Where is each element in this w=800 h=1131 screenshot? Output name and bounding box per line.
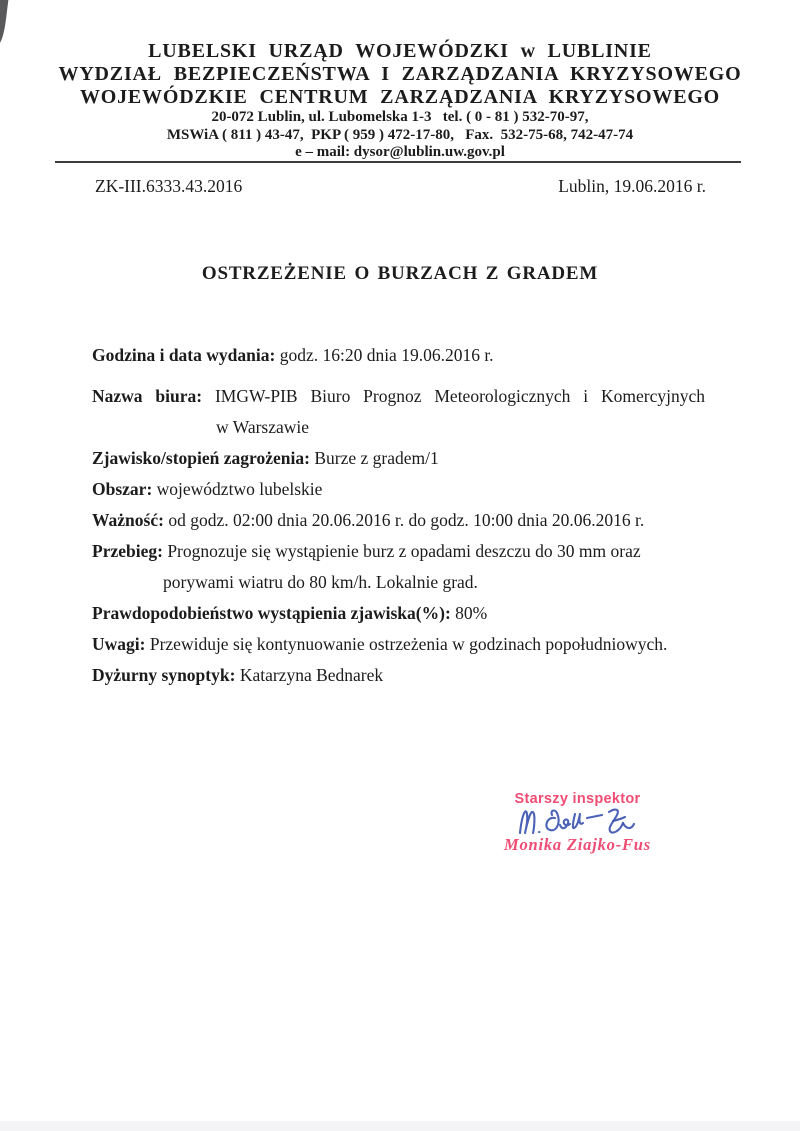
field-phenomenon <box>92 443 705 474</box>
field-phenomenon-value: Burze z gradem/1 <box>314 448 439 468</box>
letterhead <box>0 40 800 162</box>
field-issue-datetime-label: Godzina i data wydania: <box>92 345 276 365</box>
field-validity-label: Ważność: <box>92 510 164 530</box>
phone-fax-line: MSWiA ( 811 ) 43-47, PKP ( 959 ) 472-17-80, Fax. 532-75-68, 742-47-74 <box>166 126 634 143</box>
org-name-line: LUBELSKI URZĄD WOJEWÓDZKI w LUBLINIE <box>148 40 652 62</box>
org-center-line: WOJEWÓDZKIE CENTRUM ZARZĄDZANIA KRYZYSOWEGO <box>79 86 721 108</box>
field-validity <box>92 505 705 536</box>
field-issue-datetime-value: godz. 16:20 dnia 19.06.2016 r. <box>279 345 494 365</box>
field-area-value: województwo lubelskie <box>156 479 323 499</box>
stamp-person-name: Monika Ziajko-Fus <box>503 835 651 854</box>
field-probability-value: 80% <box>455 603 488 623</box>
address-phone-line: 20-072 Lublin, ul. Lubomelska 1-3 tel. ( 0 - 81 ) 532-70-97, <box>211 109 589 125</box>
document-title: OSTRZEŻENIE O BURZACH Z GRADEM <box>201 263 599 284</box>
signature-block <box>500 791 655 855</box>
field-office-name <box>92 381 705 412</box>
document-body <box>92 340 705 691</box>
field-area-label: Obszar: <box>92 479 153 499</box>
field-office-name-value-line2: w Warszawie <box>216 417 310 437</box>
field-course <box>92 536 705 567</box>
field-course-value: Prognozuje się wystąpienie burz z opadami deszczu do 30 mm oraz <box>167 541 641 561</box>
field-duty-forecaster-value: Katarzyna Bednarek <box>239 665 384 685</box>
reference-row <box>95 176 706 197</box>
field-remarks-label: Uwagi: <box>92 634 146 654</box>
field-office-name-label: Nazwa biura: <box>92 386 203 406</box>
field-phenomenon-label: Zjawisko/stopień zagrożenia: <box>92 448 310 468</box>
field-remarks-value: Przewiduje się kontynuowanie ostrzeżenia w godzinach popołudniowych. <box>149 634 668 654</box>
field-remarks <box>92 629 705 660</box>
field-office-name-value: IMGW-PIB Biuro Prognoz Meteorologicznych i Komercyjnych <box>214 386 706 406</box>
org-department-line: WYDZIAŁ BEZPIECZEŃSTWA I ZARZĄDZANIA KRYZYSOWEGO <box>58 63 742 85</box>
field-area <box>92 474 705 505</box>
field-duty-forecaster <box>92 660 705 691</box>
field-probability <box>92 598 705 629</box>
field-course-label: Przebieg: <box>92 541 163 561</box>
stamp-role-title: Starszy inspektor <box>514 791 641 807</box>
letterhead-divider <box>55 161 741 163</box>
scan-bottom-edge <box>0 1121 800 1131</box>
field-issue-datetime <box>92 340 705 371</box>
scan-corner-artifact <box>0 0 9 44</box>
field-probability-label: Prawdopodobieństwo wystąpienia zjawiska(%): <box>92 603 451 623</box>
place-and-date: Lublin, 19.06.2016 r. <box>558 176 706 196</box>
email-line: e – mail: dysor@lublin.uw.gov.pl <box>295 144 505 160</box>
field-course-value-line2: porywami wiatru do 80 km/h. Lokalnie grad. <box>163 572 478 592</box>
case-number: ZK-III.6333.43.2016 <box>95 176 243 196</box>
field-duty-forecaster-label: Dyżurny synoptyk: <box>92 665 236 685</box>
field-validity-value: od godz. 02:00 dnia 20.06.2016 r. do godz. 10:00 dnia 20.06.2016 r. <box>168 510 645 530</box>
